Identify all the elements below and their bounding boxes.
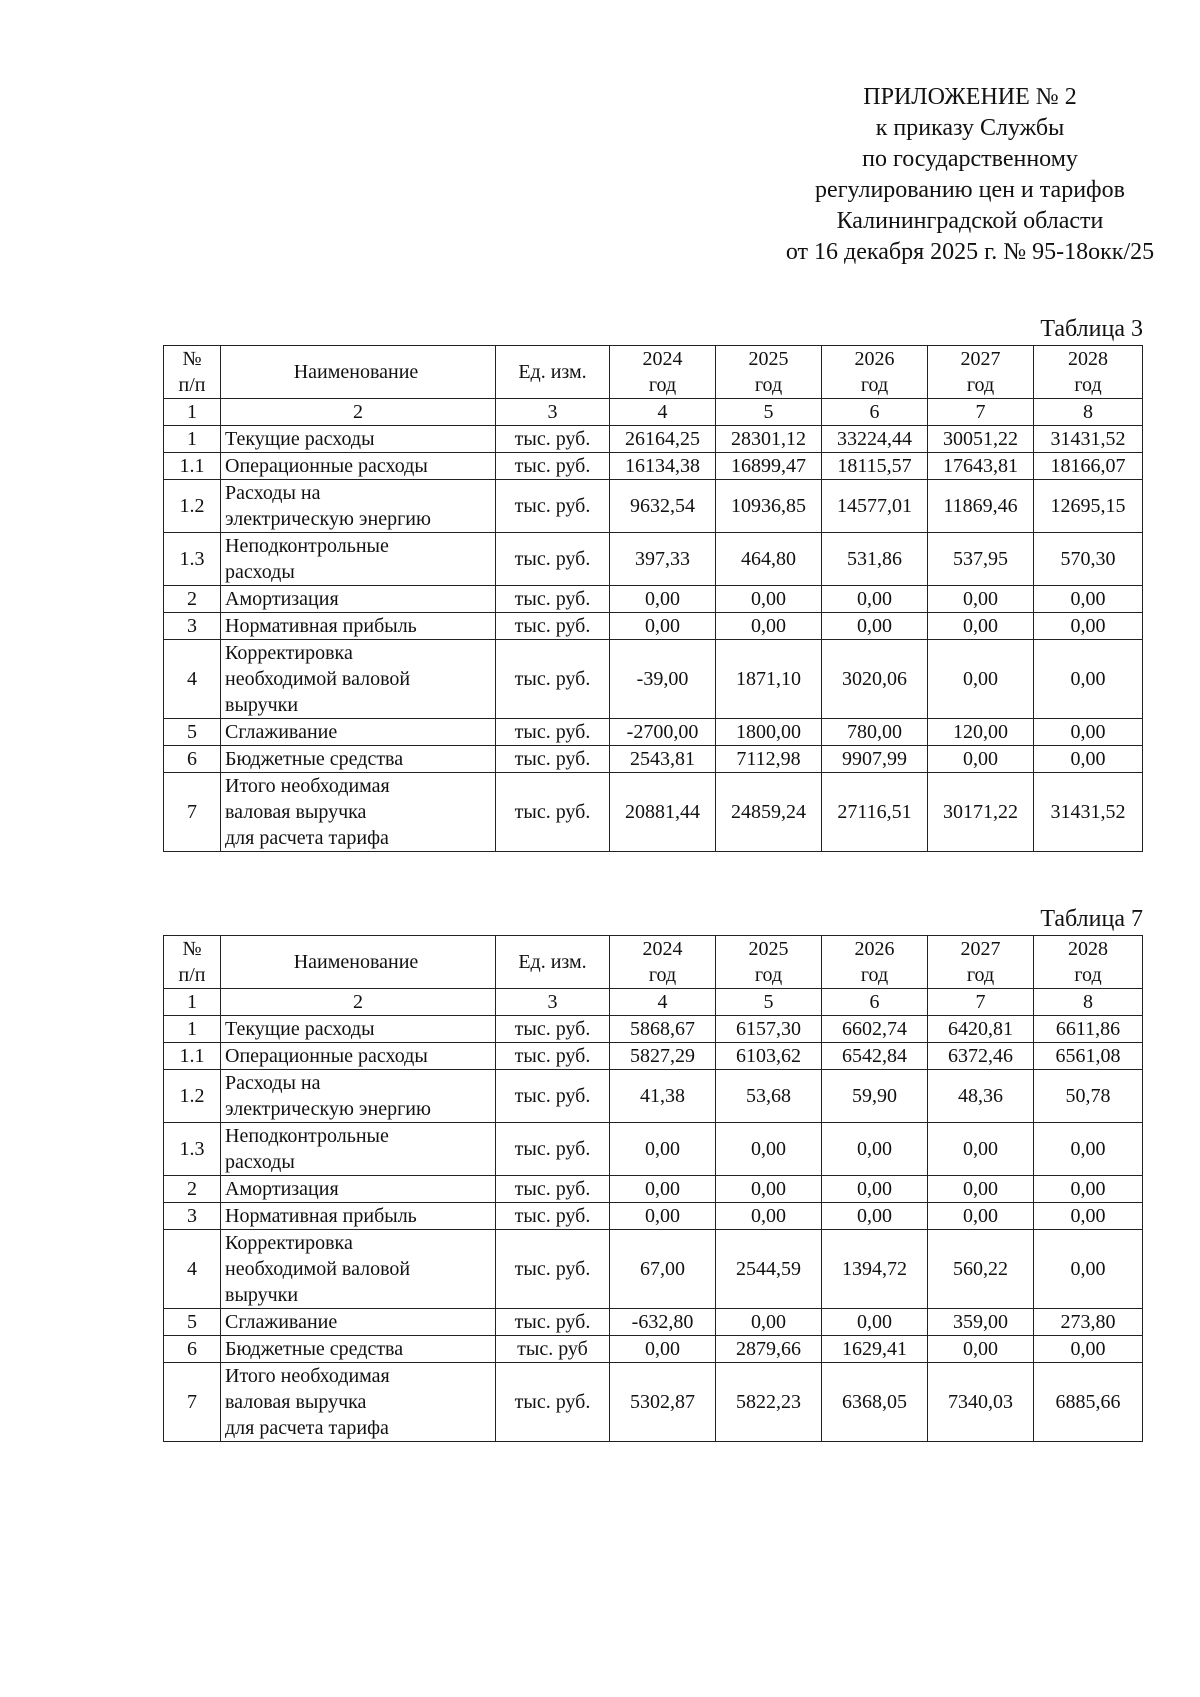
row-unit: тыс. руб.: [496, 1070, 610, 1123]
row-unit: тыс. руб.: [496, 480, 610, 533]
row-name-line: Расходы на: [225, 482, 321, 504]
row-num: 5: [164, 1309, 221, 1336]
row-value: 67,00: [610, 1230, 716, 1309]
row-value: 0,00: [1034, 1176, 1143, 1203]
row-num: 1.1: [164, 1043, 221, 1070]
row-value: 6420,81: [928, 1016, 1034, 1043]
header-year: [610, 936, 716, 989]
row-value: 0,00: [928, 1203, 1034, 1230]
row-value: 2879,66: [716, 1336, 822, 1363]
row-value: 0,00: [716, 613, 822, 640]
row-value: 0,00: [822, 1123, 928, 1176]
row-value: 0,00: [928, 640, 1034, 719]
header-unit: Ед. изм.: [496, 936, 610, 989]
row-name: [221, 426, 496, 453]
row-value: 59,90: [822, 1070, 928, 1123]
row-value: 6157,30: [716, 1016, 822, 1043]
row-name-line: Операционные расходы: [225, 1045, 428, 1067]
row-name-line: Итого необходимая: [225, 775, 390, 797]
table-row: [164, 1203, 1143, 1230]
row-value: 0,00: [610, 1123, 716, 1176]
row-value: 0,00: [928, 1336, 1034, 1363]
row-value: 5827,29: [610, 1043, 716, 1070]
table-header-row: [164, 346, 1143, 399]
appendix-line: регулированию цен и тарифов: [815, 177, 1125, 203]
column-index-cell: 6: [822, 989, 928, 1016]
table-row: [164, 773, 1143, 852]
column-index-cell: 7: [928, 989, 1034, 1016]
row-name-line: Нормативная прибыль: [225, 615, 417, 637]
header-num-line: п/п: [178, 964, 206, 986]
header-year-value: 2024: [642, 348, 683, 370]
row-unit: тыс. руб.: [496, 453, 610, 480]
header-year: [1034, 346, 1143, 399]
row-name-line: Нормативная прибыль: [225, 1205, 417, 1227]
table-row: [164, 453, 1143, 480]
table-7: [163, 935, 1143, 1442]
row-value: 6103,62: [716, 1043, 822, 1070]
header-year-unit: год: [860, 964, 889, 986]
table-row: [164, 1176, 1143, 1203]
row-value: 5822,23: [716, 1363, 822, 1442]
row-name-line: Корректировка: [225, 642, 353, 664]
header-year: [822, 936, 928, 989]
table-row: [164, 719, 1143, 746]
row-name-line: выручки: [225, 694, 299, 716]
row-value: 1871,10: [716, 640, 822, 719]
row-name-line: Неподконтрольные: [225, 535, 389, 557]
row-name: [221, 1363, 496, 1442]
column-index-cell: 3: [496, 399, 610, 426]
header-name: Наименование: [221, 936, 496, 989]
row-name-line: для расчета тарифа: [225, 827, 389, 849]
row-name-line: выручки: [225, 1284, 299, 1306]
row-value: 0,00: [822, 1203, 928, 1230]
row-num: 5: [164, 719, 221, 746]
row-value: 5868,67: [610, 1016, 716, 1043]
row-value: 0,00: [716, 1123, 822, 1176]
header-num-line: №: [182, 348, 202, 370]
table-3: [163, 345, 1143, 852]
row-value: 0,00: [610, 613, 716, 640]
header-year-unit: год: [648, 964, 677, 986]
header-year-value: 2026: [854, 938, 895, 960]
row-value: 11869,46: [928, 480, 1034, 533]
row-name: [221, 533, 496, 586]
row-name-line: Амортизация: [225, 1178, 339, 1200]
row-name-line: Текущие расходы: [225, 1018, 375, 1040]
row-name-line: Бюджетные средства: [225, 748, 404, 770]
row-value: 24859,24: [716, 773, 822, 852]
row-value: 0,00: [1034, 1203, 1143, 1230]
row-num: 6: [164, 1336, 221, 1363]
row-name-line: Операционные расходы: [225, 455, 428, 477]
row-unit: тыс. руб.: [496, 1123, 610, 1176]
row-value: 120,00: [928, 719, 1034, 746]
row-value: 0,00: [716, 1203, 822, 1230]
header-num-line: №: [182, 938, 202, 960]
row-value: 359,00: [928, 1309, 1034, 1336]
row-value: -2700,00: [610, 719, 716, 746]
appendix-line: по государственному: [862, 146, 1078, 172]
row-value: 0,00: [928, 1123, 1034, 1176]
row-name: [221, 1016, 496, 1043]
row-name: [221, 453, 496, 480]
row-unit: тыс. руб: [496, 1336, 610, 1363]
column-index-cell: 1: [164, 989, 221, 1016]
row-name: [221, 613, 496, 640]
row-name-line: Корректировка: [225, 1232, 353, 1254]
header-year-unit: год: [860, 374, 889, 396]
table-row: [164, 1043, 1143, 1070]
row-value: 397,33: [610, 533, 716, 586]
row-value: 0,00: [1034, 746, 1143, 773]
row-name: [221, 773, 496, 852]
header-year-value: 2028: [1068, 348, 1108, 370]
header-year-value: 2027: [960, 938, 1001, 960]
row-num: 1.2: [164, 1070, 221, 1123]
row-value: 0,00: [1034, 640, 1143, 719]
row-value: 0,00: [928, 613, 1034, 640]
row-name-line: расходы: [225, 561, 295, 583]
row-value: 0,00: [610, 1336, 716, 1363]
table-row: [164, 1070, 1143, 1123]
header-year-unit: год: [966, 964, 995, 986]
row-value: 14577,01: [822, 480, 928, 533]
row-value: 0,00: [1034, 613, 1143, 640]
row-value: 0,00: [716, 1176, 822, 1203]
row-num: 1.3: [164, 533, 221, 586]
table-row: [164, 1016, 1143, 1043]
header-year-value: 2026: [854, 348, 895, 370]
column-index-cell: 5: [716, 399, 822, 426]
header-num: [164, 936, 221, 989]
appendix-header: [680, 82, 1200, 268]
header-year-value: 2028: [1068, 938, 1108, 960]
row-value: 1394,72: [822, 1230, 928, 1309]
row-value: 0,00: [610, 1176, 716, 1203]
row-name: [221, 586, 496, 613]
table-7-caption: Таблица 7: [1040, 906, 1143, 932]
appendix-line: к приказу Службы: [875, 115, 1065, 141]
row-unit: тыс. руб.: [496, 1043, 610, 1070]
row-name: [221, 1176, 496, 1203]
row-unit: тыс. руб.: [496, 1016, 610, 1043]
row-value: 2543,81: [610, 746, 716, 773]
row-value: 0,00: [1034, 586, 1143, 613]
row-value: 0,00: [610, 586, 716, 613]
row-name-line: необходимой валовой: [225, 1258, 411, 1280]
row-unit: тыс. руб.: [496, 1176, 610, 1203]
header-year-unit: год: [1074, 374, 1102, 396]
column-index-cell: 2: [221, 989, 496, 1016]
row-value: 0,00: [928, 1176, 1034, 1203]
row-unit: тыс. руб.: [496, 1203, 610, 1230]
row-name-line: Сглаживание: [225, 721, 338, 743]
column-index-cell: 3: [496, 989, 610, 1016]
row-value: 0,00: [822, 1309, 928, 1336]
table-row: [164, 426, 1143, 453]
header-year: [610, 346, 716, 399]
header-year-unit: год: [648, 374, 677, 396]
row-name-line: Итого необходимая: [225, 1365, 390, 1387]
row-value: -632,80: [610, 1309, 716, 1336]
row-value: 9632,54: [610, 480, 716, 533]
column-index-cell: 6: [822, 399, 928, 426]
row-value: 6368,05: [822, 1363, 928, 1442]
row-value: 7112,98: [716, 746, 822, 773]
header-num: [164, 346, 221, 399]
row-name: [221, 1309, 496, 1336]
table-row: [164, 1336, 1143, 1363]
column-index-cell: 5: [716, 989, 822, 1016]
row-num: 7: [164, 1363, 221, 1442]
column-index-row: [164, 989, 1143, 1016]
row-value: 33224,44: [822, 426, 928, 453]
row-value: 0,00: [822, 613, 928, 640]
row-name-line: Сглаживание: [225, 1311, 338, 1333]
row-name-line: для расчета тарифа: [225, 1417, 389, 1439]
row-value: 560,22: [928, 1230, 1034, 1309]
row-value: 0,00: [928, 746, 1034, 773]
table-row: [164, 746, 1143, 773]
header-year: [716, 346, 822, 399]
table-row: [164, 533, 1143, 586]
row-unit: тыс. руб.: [496, 719, 610, 746]
column-index-cell: 1: [164, 399, 221, 426]
row-name: [221, 1043, 496, 1070]
row-unit: тыс. руб.: [496, 426, 610, 453]
header-year: [716, 936, 822, 989]
row-unit: тыс. руб.: [496, 533, 610, 586]
row-value: 6542,84: [822, 1043, 928, 1070]
row-name: [221, 1070, 496, 1123]
row-value: 18166,07: [1034, 453, 1143, 480]
row-num: 3: [164, 1203, 221, 1230]
column-index-cell: 2: [221, 399, 496, 426]
row-num: 1.3: [164, 1123, 221, 1176]
row-num: 7: [164, 773, 221, 852]
row-name-line: расходы: [225, 1151, 295, 1173]
row-value: 6561,08: [1034, 1043, 1143, 1070]
row-name: [221, 1230, 496, 1309]
appendix-title: ПРИЛОЖЕНИЕ № 2: [863, 84, 1077, 110]
row-value: 2544,59: [716, 1230, 822, 1309]
row-name: [221, 746, 496, 773]
row-value: 0,00: [1034, 1123, 1143, 1176]
header-year: [1034, 936, 1143, 989]
row-value: 16134,38: [610, 453, 716, 480]
row-value: 464,80: [716, 533, 822, 586]
header-year-unit: год: [754, 964, 783, 986]
row-name: [221, 1123, 496, 1176]
table-row: [164, 1230, 1143, 1309]
appendix-order-date: от 16 декабря 2025 г. № 95-18окк/25: [785, 239, 1155, 265]
table-row: [164, 613, 1143, 640]
row-name-line: электрическую энергию: [225, 1098, 431, 1120]
column-index-cell: 4: [610, 399, 716, 426]
row-name: [221, 1203, 496, 1230]
row-value: 41,38: [610, 1070, 716, 1123]
row-value: 17643,81: [928, 453, 1034, 480]
row-unit: тыс. руб.: [496, 773, 610, 852]
row-value: 273,80: [1034, 1309, 1143, 1336]
column-index-cell: 4: [610, 989, 716, 1016]
row-value: 10936,85: [716, 480, 822, 533]
row-value: 0,00: [610, 1203, 716, 1230]
row-num: 1: [164, 426, 221, 453]
row-value: 48,36: [928, 1070, 1034, 1123]
column-index-cell: 8: [1034, 399, 1143, 426]
row-name-line: валовая выручка: [225, 1391, 367, 1413]
row-value: 1629,41: [822, 1336, 928, 1363]
row-name: [221, 640, 496, 719]
row-value: 53,68: [716, 1070, 822, 1123]
header-name: Наименование: [221, 346, 496, 399]
row-value: 27116,51: [822, 773, 928, 852]
row-value: 5302,87: [610, 1363, 716, 1442]
row-unit: тыс. руб.: [496, 1309, 610, 1336]
table-row: [164, 1309, 1143, 1336]
row-value: 12695,15: [1034, 480, 1143, 533]
header-year-unit: год: [754, 374, 783, 396]
table-row: [164, 640, 1143, 719]
row-value: 0,00: [1034, 1336, 1143, 1363]
row-name-line: валовая выручка: [225, 801, 367, 823]
row-value: 780,00: [822, 719, 928, 746]
row-value: 0,00: [822, 1176, 928, 1203]
row-value: 0,00: [716, 586, 822, 613]
row-unit: тыс. руб.: [496, 586, 610, 613]
row-name-line: Бюджетные средства: [225, 1338, 404, 1360]
appendix-line: Калининградской области: [836, 208, 1104, 234]
column-index-row: [164, 399, 1143, 426]
row-value: 6372,46: [928, 1043, 1034, 1070]
row-value: 570,30: [1034, 533, 1143, 586]
row-value: 31431,52: [1034, 773, 1143, 852]
header-year-unit: год: [1074, 964, 1102, 986]
row-num: 6: [164, 746, 221, 773]
header-year: [822, 346, 928, 399]
row-value: 7340,03: [928, 1363, 1034, 1442]
row-value: 30171,22: [928, 773, 1034, 852]
row-value: 31431,52: [1034, 426, 1143, 453]
row-value: 26164,25: [610, 426, 716, 453]
table-row: [164, 586, 1143, 613]
header-num-line: п/п: [178, 374, 206, 396]
row-value: 30051,22: [928, 426, 1034, 453]
row-name-line: Неподконтрольные: [225, 1125, 389, 1147]
column-index-cell: 8: [1034, 989, 1143, 1016]
row-value: 1800,00: [716, 719, 822, 746]
row-value: 6611,86: [1034, 1016, 1143, 1043]
row-value: 6885,66: [1034, 1363, 1143, 1442]
header-year: [928, 346, 1034, 399]
row-unit: тыс. руб.: [496, 746, 610, 773]
table-header-row: [164, 936, 1143, 989]
row-num: 1: [164, 1016, 221, 1043]
header-year-value: 2025: [748, 348, 789, 370]
row-value: 0,00: [928, 586, 1034, 613]
row-unit: тыс. руб.: [496, 1230, 610, 1309]
row-num: 2: [164, 586, 221, 613]
table-3-caption: Таблица 3: [1040, 316, 1143, 342]
row-name: [221, 719, 496, 746]
row-value: 0,00: [1034, 719, 1143, 746]
table-row: [164, 1123, 1143, 1176]
row-value: 18115,57: [822, 453, 928, 480]
row-value: 537,95: [928, 533, 1034, 586]
row-unit: тыс. руб.: [496, 640, 610, 719]
row-value: 20881,44: [610, 773, 716, 852]
table-row: [164, 480, 1143, 533]
row-name: [221, 480, 496, 533]
header-unit: Ед. изм.: [496, 346, 610, 399]
row-name: [221, 1336, 496, 1363]
row-num: 3: [164, 613, 221, 640]
row-num: 4: [164, 640, 221, 719]
header-year-value: 2024: [642, 938, 683, 960]
row-value: 16899,47: [716, 453, 822, 480]
row-num: 1.1: [164, 453, 221, 480]
header-year-value: 2027: [960, 348, 1001, 370]
row-value: 50,78: [1034, 1070, 1143, 1123]
row-num: 2: [164, 1176, 221, 1203]
row-value: 0,00: [1034, 1230, 1143, 1309]
row-name-line: Расходы на: [225, 1072, 321, 1094]
row-name-line: Амортизация: [225, 588, 339, 610]
header-year-unit: год: [966, 374, 995, 396]
row-unit: тыс. руб.: [496, 1363, 610, 1442]
row-name-line: Текущие расходы: [225, 428, 375, 450]
row-value: 531,86: [822, 533, 928, 586]
row-value: 9907,99: [822, 746, 928, 773]
row-value: 28301,12: [716, 426, 822, 453]
row-num: 4: [164, 1230, 221, 1309]
row-value: 0,00: [822, 586, 928, 613]
header-year-value: 2025: [748, 938, 789, 960]
row-value: 3020,06: [822, 640, 928, 719]
row-name-line: необходимой валовой: [225, 668, 411, 690]
row-num: 1.2: [164, 480, 221, 533]
row-unit: тыс. руб.: [496, 613, 610, 640]
column-index-cell: 7: [928, 399, 1034, 426]
row-value: -39,00: [610, 640, 716, 719]
row-name-line: электрическую энергию: [225, 508, 431, 530]
header-year: [928, 936, 1034, 989]
table-row: [164, 1363, 1143, 1442]
row-value: 0,00: [716, 1309, 822, 1336]
row-value: 6602,74: [822, 1016, 928, 1043]
